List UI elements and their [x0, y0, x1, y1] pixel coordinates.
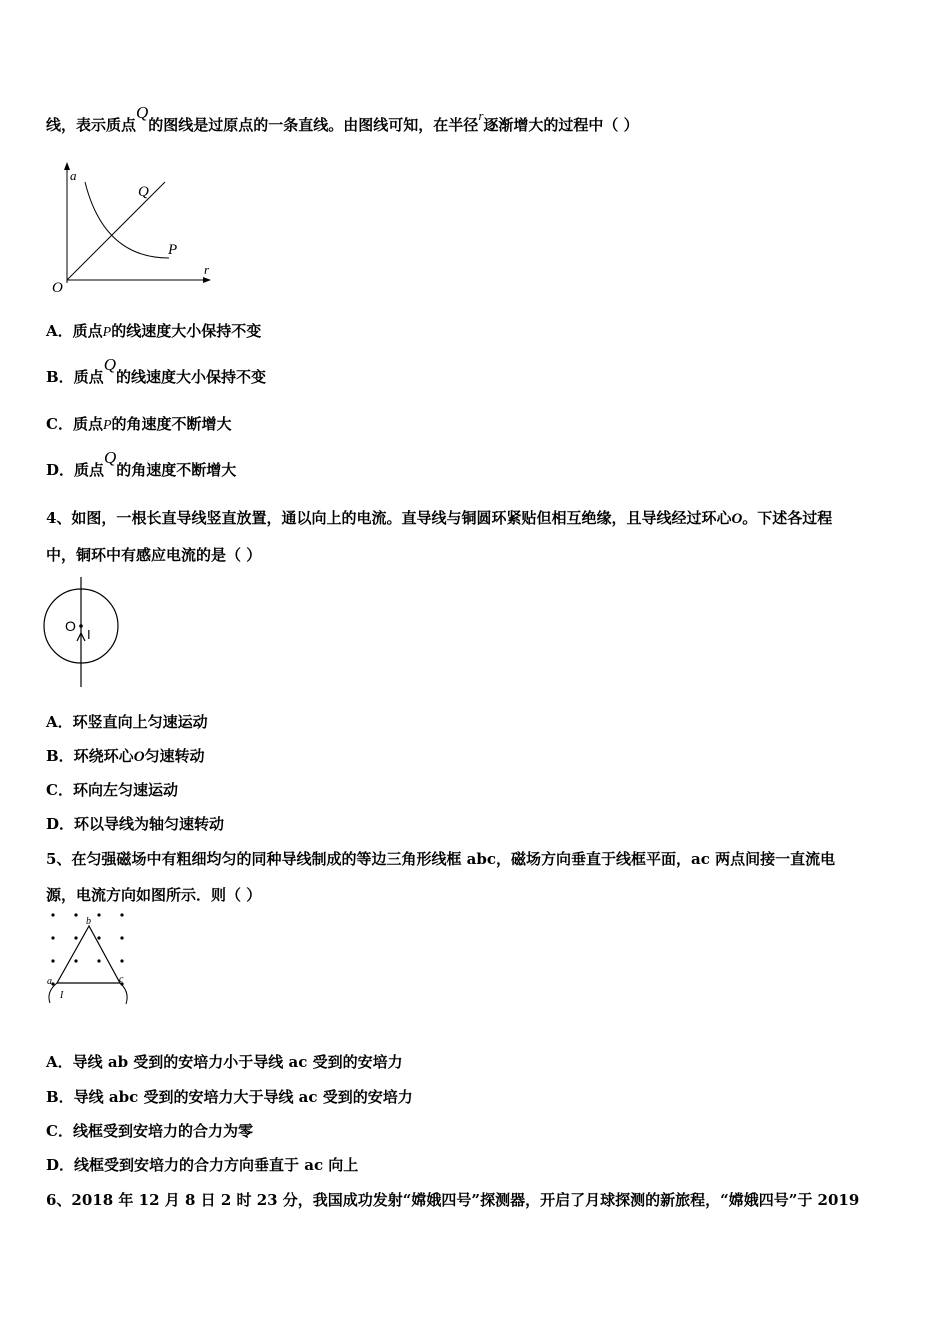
q3-option-a — [46, 320, 261, 341]
q3-origin-label: O — [52, 280, 63, 296]
q3-stem-var-q: Q — [136, 103, 149, 122]
q3-option-a-var: P — [102, 325, 112, 340]
q3-option-b — [46, 355, 266, 387]
q3-axis-x-label: r — [204, 262, 210, 277]
q4-option-d: D．环以导线为轴匀速转动 — [46, 815, 225, 833]
q4-option-b-text-a: B．环绕环心 — [46, 747, 134, 765]
q4-option-a: A．环竖直向上匀速运动 — [46, 713, 208, 731]
q5-vertex-c-label: c — [119, 974, 124, 985]
q5-stem-line2: 源，电流方向如图所示．则（ ） — [46, 886, 262, 904]
q5-option-a: A．导线 ab 受到的安培力小于导线 ac 受到的安培力 — [46, 1053, 403, 1071]
q5-current-label: I — [60, 990, 64, 1001]
q3-stem — [46, 103, 639, 135]
q3-option-b-label: B．质点 — [46, 368, 104, 386]
q4-stem-text-a: 4、如图，一根长直导线竖直放置，通以向上的电流。直导线与铜圆环紧贴但相互绝缘，且导线经过环心 — [46, 509, 732, 527]
q5-lead-right — [120, 983, 127, 1004]
q3-option-d-var: Q — [104, 448, 117, 467]
q4-stem-text-b: 。下述各过程 — [742, 509, 833, 527]
q3-option-c-var: P — [102, 418, 112, 433]
q4-ring-figure — [40, 575, 130, 690]
q5-stem-line1: 5、在匀强磁场中有粗细均匀的同种导线制成的等边三角形线框 abc，磁场方向垂直于线框平面，ac 两点间接一直流电 — [46, 850, 836, 868]
q4-stem-line2: 中，铜环中有感应电流的是（ ） — [46, 546, 262, 564]
q4-option-c: C．环向左匀速运动 — [46, 781, 178, 799]
q4-center-dot — [79, 624, 83, 628]
q5-option-d: D．线框受到安培力的合力方向垂直于 ac 向上 — [46, 1156, 359, 1174]
q3-graph-figure — [44, 160, 224, 300]
q5-vertex-a-label: a — [47, 976, 52, 987]
q3-option-b-var: Q — [103, 355, 116, 374]
q3-option-c-label: C．质点 — [46, 415, 103, 433]
q3-curve-p-label: P — [168, 242, 178, 258]
q3-option-c-text: 的角速度不断增大 — [111, 415, 232, 433]
q4-option-b-var-o: O — [133, 749, 145, 765]
q3-stem-text-a: 线，表示质点 — [46, 116, 137, 134]
q3-curve-q-label: Q — [138, 184, 149, 200]
q3-option-a-label: A．质点 — [46, 322, 103, 340]
q3-stem-text-c: 逐渐增大的过程中（ ） — [483, 116, 639, 134]
q5-option-c: C．线框受到安培力的合力为零 — [46, 1122, 253, 1140]
q3-option-d-text: 的角速度不断增大 — [116, 461, 237, 479]
q4-center-label: O — [65, 618, 76, 634]
q3-axis-y-label: a — [70, 168, 77, 183]
q4-option-b — [46, 745, 205, 766]
q3-option-b-text: 的线速度大小保持不变 — [115, 368, 266, 386]
q3-option-d-label: D．质点 — [46, 461, 105, 479]
q6-stem-line1: 6、2018 年 12 月 8 日 2 时 23 分，我国成功发射“嫦娥四号”探测器，开启了月球探测的新旅程，“嫦娥四号”于 2019 — [46, 1191, 860, 1209]
q5-triangle — [57, 926, 120, 983]
q3-option-a-text: 的线速度大小保持不变 — [111, 322, 262, 340]
q5-triangle-figure — [42, 908, 137, 1008]
q5-option-b: B．导线 abc 受到的安培力大于导线 ac 受到的安培力 — [46, 1088, 413, 1106]
q3-line-q — [67, 182, 165, 280]
q3-x-arrow-icon — [203, 277, 211, 283]
q3-stem-var-r: r — [478, 108, 484, 123]
q4-option-b-text-b: 匀速转动 — [144, 747, 205, 765]
q3-stem-text-b: 的图线是过原点的一条直线。由图线可知，在半径 — [148, 116, 479, 134]
q4-stem-line1 — [46, 507, 832, 528]
q3-option-c — [46, 413, 232, 434]
q4-current-label: I — [87, 627, 91, 642]
q4-stem-var-o: O — [731, 511, 743, 527]
q5-vertex-b-label: b — [86, 916, 91, 927]
q3-option-d — [46, 448, 237, 480]
